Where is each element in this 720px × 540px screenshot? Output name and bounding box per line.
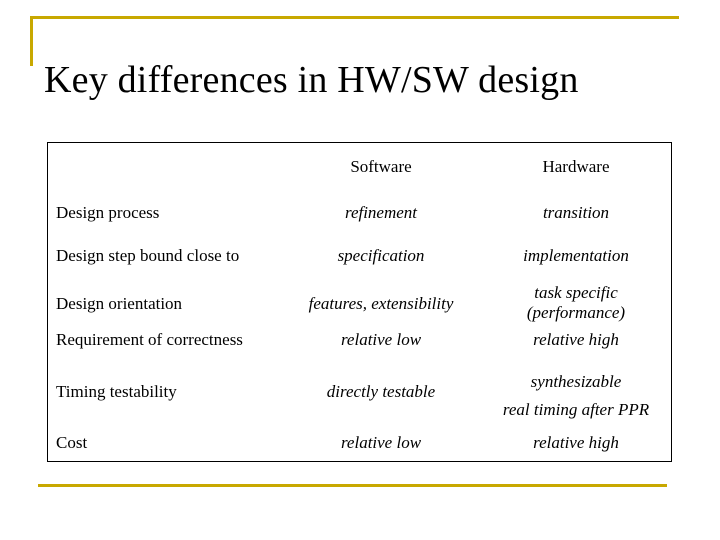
row-label-design-step: Design step bound close to [56, 246, 240, 265]
hardware-design-orientation-line-2: (performance) [526, 303, 626, 322]
software-cost: relative low [340, 433, 422, 452]
hardware-timing-testability [481, 368, 671, 424]
bottom-decorative-line [38, 484, 667, 487]
top-decorative-line [30, 16, 679, 19]
row-label-timing-testability: Timing testability [56, 382, 177, 401]
row-label-design-orientation: Design orientation [56, 294, 183, 313]
software-design-process: refinement [344, 203, 418, 222]
hardware-cost: relative high [533, 433, 619, 452]
hardware-design-orientation [481, 283, 671, 323]
software-design-step: specification [337, 246, 425, 265]
hardware-design-process: transition [542, 203, 610, 222]
left-decorative-line [30, 16, 33, 66]
hardware-design-orientation-line-1: task specific [534, 283, 618, 302]
hardware-design-step: implementation [523, 246, 629, 265]
hardware-timing-testability-line-1: synthesizable [530, 372, 622, 391]
software-requirement-correctness: relative low [340, 330, 422, 349]
row-label-cost: Cost [56, 433, 88, 452]
header-software: Software [350, 157, 412, 176]
slide-title: Key differences in HW/SW design [44, 59, 579, 101]
software-timing-testability: directly testable [326, 382, 436, 401]
software-design-orientation: features, extensibility [308, 294, 454, 313]
row-label-requirement-correctness: Requirement of correctness [56, 330, 243, 349]
header-hardware: Hardware [542, 157, 610, 176]
row-label-design-process: Design process [56, 203, 160, 222]
hardware-requirement-correctness: relative high [533, 330, 619, 349]
hardware-timing-testability-line-2: real timing after PPR [502, 400, 650, 419]
